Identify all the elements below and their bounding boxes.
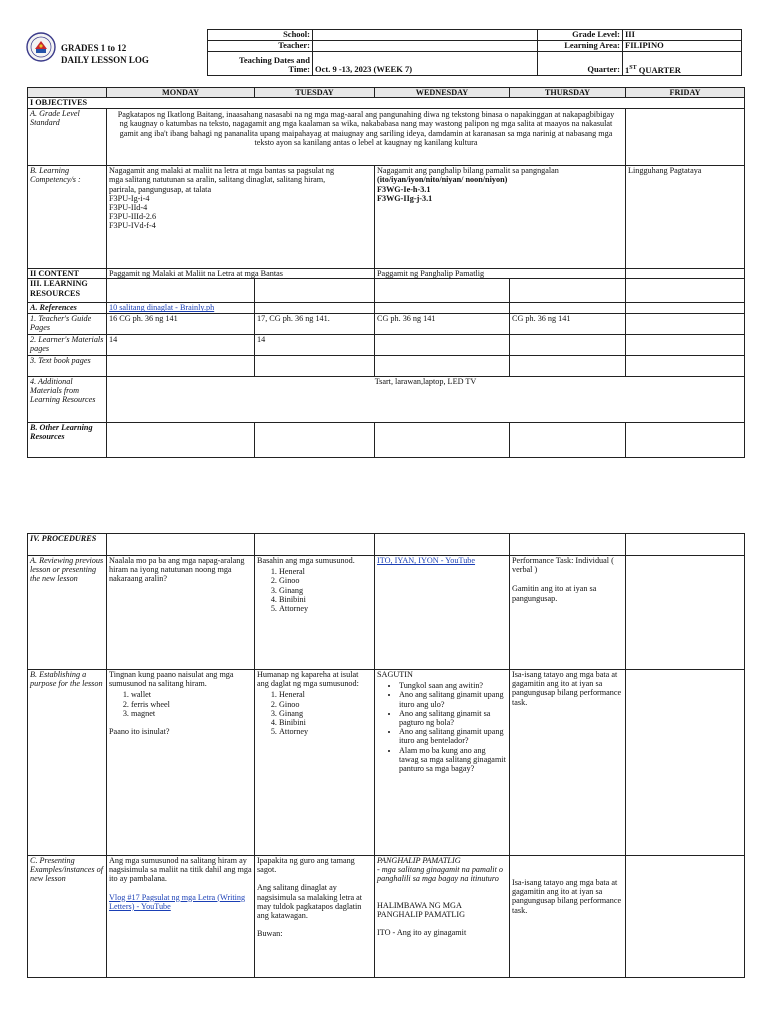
competency-wednesday: Nagagamit ang panghalip bilang pamalit sa pangngalan (ito/iyan/iyon/nito/niyan/ noon/niyon) F3WG-Ie-h-3.1 F3WG-IIg-j-3.1 <box>375 166 626 269</box>
grade-level-field[interactable]: III <box>623 30 742 41</box>
objectives-table <box>27 87 745 458</box>
learning-competency-label: B. Learning Competency/s : <box>28 166 107 269</box>
additional-materials-label: 4. Additional Materials from Learning Resources <box>28 376 107 422</box>
day-header-tuesday: TUESDAY <box>255 88 375 98</box>
competency-monday: Nagagamit ang malaki at maliit na letra at mga bantas sa pagsulat ng mga salitang natutunan sa aralin, salitang dinaglat, salitang hiram, parirala, pangungusap, at talata F3PU-Ig-i-4 F3PU-IId-4 F3PU-IIId-2.6 F3PU-IVd-f-4 <box>107 166 375 269</box>
other-resources-label: B. Other Learning Resources <box>28 422 107 457</box>
competency-friday: Lingguhang Pagtataya <box>626 166 745 269</box>
teacher-field[interactable] <box>313 41 538 52</box>
purpose-tuesday: Humanap ng kapareha at isulat ang daglat ng mga sumusunod: 1. Heneral 2. Ginoo 3. Ginang 4. Binibini 5. Attorney <box>255 670 375 856</box>
reviewing-label: A. Reviewing previous lesson or presenting the new lesson <box>28 556 107 670</box>
ito-iyan-iyon-video-link[interactable]: ITO, IYAN, IYON - YouTube <box>377 556 476 565</box>
quarter-label: Quarter: <box>538 52 623 76</box>
presenting-monday: Ang mga sumusunod na salitang hiram ay nagsisimula sa maliit na titik dahil ang mga ito ay pambalana. Vlog #17 Pagsulat ng mga Letra (Writing Letters) - YouTube <box>107 856 255 978</box>
lm-monday: 14 <box>107 334 255 355</box>
content-monday: Paggamit ng Malaki at Maliit na Letra at mga Bantas <box>107 269 375 279</box>
title-line-1: GRADES 1 to 12 <box>61 43 127 53</box>
purpose-wednesday: SAGUTIN • Tungkol saan ang awitin? • Ano ang salitang ginamit upang ituro ang ulo? • Ano ang salitang ginamit sa pagturo ng bola? • Ano ang salitang ginamit upang ituro ang bentelador? • Alam mo ba kung ano ang tawag sa mga salitang ginagamit panturo sa mga bagay? <box>375 670 510 856</box>
grade-level-standard-label: A. Grade Level Standard <box>28 109 107 166</box>
presenting-examples-label: C. Presenting Examples/instances of new lesson <box>28 856 107 978</box>
dates-label: Teaching Dates and Time: <box>208 52 313 76</box>
procedures-table <box>27 533 745 978</box>
grade-level-label: Grade Level: <box>538 30 623 41</box>
grade-level-standard-text: Pagkatapos ng Ikatlong Baitang, inaasahang nasasabi na ng mga mag-aaral ang pangunahing diwa ng tekstong binasa o napakinggan at nakapagbibigay ng kaugnay o katumbas na teksto, nagagamit ang mga kaalaman sa wika, nakababasa nang may wastong palipon ng mga salita at maayos na nakasulat gamit ang iba't ibang bahagi ng pananalita upang maipahayag at maiugnay ang sariling ideya, damdamin at karanasan sa mga narinig at nabasang mga teksto ayon sa kanilang antas o lebel at kaugnay ng kanilang kultura <box>107 109 626 166</box>
title-line-2: DAILY LESSON LOG <box>61 55 149 66</box>
school-label: School: <box>208 30 313 41</box>
reviewing-tuesday: Basahin ang mga sumusunod. 1. Heneral 2. Ginoo 3. Ginang 4. Binibini 5. Attorney <box>255 556 375 670</box>
day-header-monday: MONDAY <box>107 88 255 98</box>
reviewing-thursday: Performance Task: Individual ( verbal ) Gamitin ang ito at iyan sa pangungusap. <box>510 556 626 670</box>
day-header-wednesday: WEDNESDAY <box>375 88 510 98</box>
lm-tuesday: 14 <box>255 334 375 355</box>
purpose-monday: Tingnan kung paano naisulat ang mga sumusunod na salitang hiram. 1. wallet 2. ferris wheel 3. magnet Paano ito isinulat? <box>107 670 255 856</box>
teachers-guide-label: 1. Teacher's Guide Pages <box>28 313 107 334</box>
header-info-table <box>207 29 742 76</box>
content-wednesday: Paggamit ng Panghalip Pamatlig <box>375 269 626 279</box>
learning-area-field[interactable]: FILIPINO <box>623 41 742 52</box>
content-heading: II CONTENT <box>28 269 107 279</box>
tg-tuesday: 17, CG ph. 36 ng 141. <box>255 313 375 334</box>
procedures-heading: IV. PROCEDURES <box>28 534 107 556</box>
reviewing-monday: Naalala mo pa ba ang mga napag-aralang hiram na iyong natutunan noong mga nakaraang aralin? <box>107 556 255 670</box>
additional-materials-text: Tsart, larawan,laptop, LED TV <box>107 376 745 422</box>
teacher-label: Teacher: <box>208 41 313 52</box>
presenting-thursday: Isa-isang tatayo ang mga bata at gagamitin ang ito at iyan sa pangungusap bilang performance task. <box>510 856 626 978</box>
presenting-wednesday: PANGHALIP PAMATLIG - mga salitang ginagamit na pamalit o panghalili sa mga bagay na itinuturo HALIMBAWA NG MGA PANGHALIP PAMATLIG ITO - Ang ito ay ginagamit <box>375 856 510 978</box>
references-label: A. References <box>28 303 107 313</box>
quarter-field[interactable]: 1ST QUARTER <box>623 52 742 76</box>
day-header-friday: FRIDAY <box>626 88 745 98</box>
purpose-thursday: Isa-isang tatayo ang mga bata at gagamitin ang ito at iyan sa pangungusap bilang performance task. <box>510 670 626 856</box>
textbook-pages-label: 3. Text book pages <box>28 355 107 376</box>
presenting-tuesday: Ipapakita ng guro ang tamang sagot. Ang salitang dinaglat ay nagsisimula sa malaking letra at may tuldok pagkatapos daglatin ang katawagan. Buwan: <box>255 856 375 978</box>
deped-seal-icon <box>26 32 56 62</box>
reviewing-wednesday <box>375 556 510 670</box>
objectives-heading: I OBJECTIVES <box>28 98 745 109</box>
tg-wednesday: CG ph. 36 ng 141 <box>375 313 510 334</box>
log-title <box>61 42 149 66</box>
purpose-label: B. Establishing a purpose for the lesson <box>28 670 107 856</box>
writing-letters-video-link[interactable]: Vlog #17 Pagsulat ng mga Letra (Writing Letters) - YouTube <box>109 892 246 911</box>
brainly-link[interactable]: 10 salitang dinaglat - Brainly.ph <box>109 303 215 313</box>
day-header-thursday: THURSDAY <box>510 88 626 98</box>
learning-resources-heading: III. LEARNING RESOURCES <box>28 279 107 303</box>
tg-monday: 16 CG ph. 36 ng 141 <box>107 313 255 334</box>
learners-materials-label: 2. Learner's Materials pages <box>28 334 107 355</box>
school-field[interactable] <box>313 30 538 41</box>
dates-field[interactable]: Oct. 9 -13, 2023 (WEEK 7) <box>313 52 538 76</box>
tg-thursday: CG ph. 36 ng 141 <box>510 313 626 334</box>
learning-area-label: Learning Area: <box>538 41 623 52</box>
